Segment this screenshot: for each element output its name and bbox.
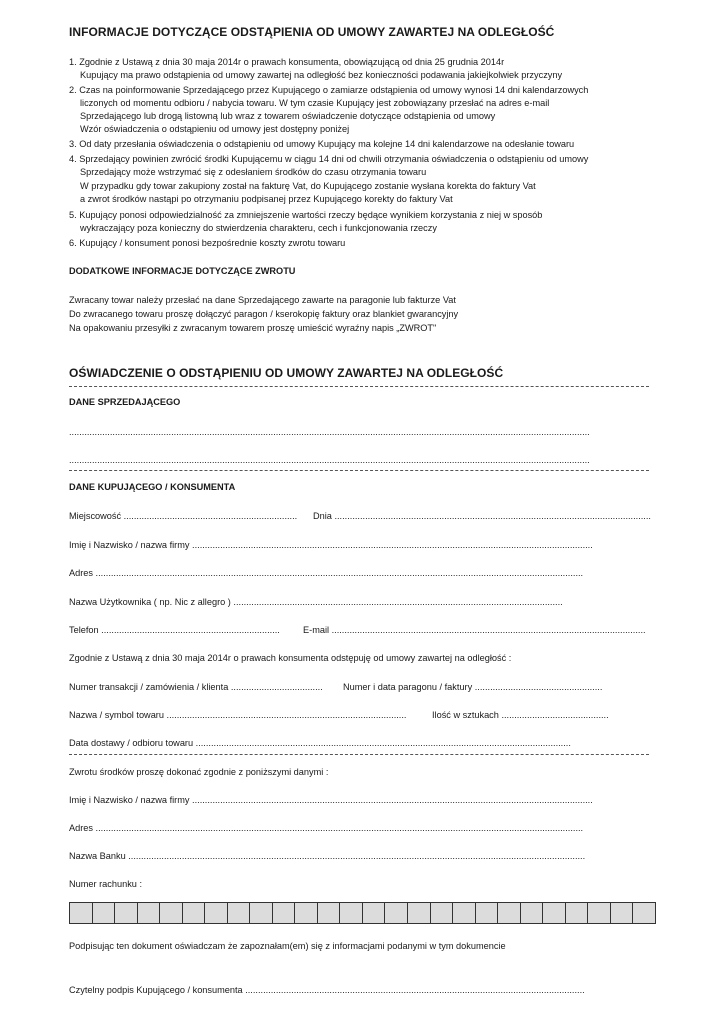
date-field[interactable]: Dnia ............................................................................................................................ xyxy=(313,511,651,521)
additional-info-title: DODATKOWE INFORMACJE DOTYCZĄCE ZWROTU xyxy=(69,266,296,276)
account-digit-cell[interactable] xyxy=(115,903,138,923)
additional-info-line: Zwracany towar należy przesłać na dane Sprzedającego zawarte na paragonie lub fakturze Vat xyxy=(69,295,456,305)
divider xyxy=(69,386,649,387)
info-line: 4. Sprzedający powinien zwrócić środki Kupującemu w ciągu 14 dni od chwili otrzymania oświadczenia o odstąpieniu od umowy xyxy=(69,154,589,164)
signature-field[interactable]: Czytelny podpis Kupującego / konsumenta ..................................................................................................................................... xyxy=(69,985,585,995)
account-digit-cell[interactable] xyxy=(431,903,454,923)
account-digit-cell[interactable] xyxy=(273,903,296,923)
refund-name-field[interactable]: Imię i Nazwisko / nazwa firmy ............................................................................................................................................................. xyxy=(69,795,593,805)
transaction-number-field[interactable]: Numer transakcji / zamówienia / klienta .................................... xyxy=(69,682,323,692)
additional-info-line: Do zwracanego towaru proszę dołączyć paragon / kserokopię faktury oraz blankiet gwarancyjny xyxy=(69,309,459,319)
account-number-grid[interactable] xyxy=(69,902,656,924)
seller-section-title: DANE SPRZEDAJĄCEGO xyxy=(69,397,181,407)
seller-line[interactable]: ............................................................................................................................................................................................................ xyxy=(69,455,590,465)
info-line: Sprzedający może wstrzymać się z odesłaniem środków do czasu otrzymania towaru xyxy=(80,167,427,177)
bank-name-field[interactable]: Nazwa Banku ................................................................................................................................................................................... xyxy=(69,851,586,861)
account-digit-cell[interactable] xyxy=(588,903,611,923)
name-field[interactable]: Imię i Nazwisko / nazwa firmy ............................................................................................................................................................. xyxy=(69,540,593,550)
account-digit-cell[interactable] xyxy=(385,903,408,923)
account-digit-cell[interactable] xyxy=(183,903,206,923)
account-digit-cell[interactable] xyxy=(318,903,341,923)
info-line: 5. Kupujący ponosi odpowiedzialność za zmniejszenie wartości rzeczy będące wynikiem korzystania z niej w sposób xyxy=(69,210,543,220)
account-digit-cell[interactable] xyxy=(250,903,273,923)
info-line: W przypadku gdy towar zakupiony został na fakturę Vat, do Kupującego zostanie wysłana korekta do faktury Vat xyxy=(80,181,536,191)
account-digit-cell[interactable] xyxy=(363,903,386,923)
document-title: INFORMACJE DOTYCZĄCE ODSTĄPIENIA OD UMOWY ZAWARTEJ NA ODLEGŁOŚĆ xyxy=(69,25,555,39)
account-digit-cell[interactable] xyxy=(160,903,183,923)
quantity-field[interactable]: Ilość w sztukach .......................................... xyxy=(432,710,609,720)
additional-info-line: Na opakowaniu przesyłki z zwracanym towarem proszę umieścić wyraźny napis „ZWROT" xyxy=(69,323,437,333)
account-digit-cell[interactable] xyxy=(566,903,589,923)
email-field[interactable]: E-mail ........................................................................................................................... xyxy=(303,625,646,635)
account-digit-cell[interactable] xyxy=(138,903,161,923)
info-line: 2. Czas na poinformowanie Sprzedającego przez Kupującego o zamiarze odstąpienia od umowy wynosi 14 dni kalendarzowych xyxy=(69,85,589,95)
declaration-text: Podpisując ten dokument oświadczam że zapoznałam(em) się z informacjami podanymi w tym dokumencie xyxy=(69,941,506,951)
info-line: Kupujący ma prawo odstąpienia od umowy zawartej na odległość bez konieczności podawania jakiejkolwiek przyczyny xyxy=(80,70,563,80)
receipt-field[interactable]: Numer i data paragonu / faktury .................................................. xyxy=(343,682,603,692)
account-digit-cell[interactable] xyxy=(93,903,116,923)
product-field[interactable]: Nazwa / symbol towaru .............................................................................................. xyxy=(69,710,407,720)
account-digit-cell[interactable] xyxy=(70,903,93,923)
account-number-label: Numer rachunku : xyxy=(69,879,143,889)
buyer-section-title: DANE KUPUJĄCEGO / KONSUMENTA xyxy=(69,482,236,492)
account-digit-cell[interactable] xyxy=(611,903,634,923)
account-digit-cell[interactable] xyxy=(521,903,544,923)
refund-intro: Zwrotu środków proszę dokonać zgodnie z poniższymi danymi : xyxy=(69,767,329,777)
info-line: wykraczający poza konieczny do stwierdzenia charakteru, cech i funkcjonowania rzeczy xyxy=(80,223,437,233)
statement-title: OŚWIADCZENIE O ODSTĄPIENIU OD UMOWY ZAWARTEJ NA ODLEGŁOŚĆ xyxy=(69,366,504,380)
info-line: a zwrot środków nastąpi po otrzymaniu podpisanej przez Kupującego korekty do faktury Vat xyxy=(80,194,453,204)
info-line: 6. Kupujący / konsument ponosi bezpośrednie koszty zwrotu towaru xyxy=(69,238,346,248)
info-line: 3. Od daty przesłania oświadczenia o odstąpieniu od umowy Kupujący ma kolejne 14 dni kalendarzowe na odesłanie towaru xyxy=(69,139,575,149)
account-digit-cell[interactable] xyxy=(295,903,318,923)
info-line: Wzór oświadczenia o odstąpieniu od umowy jest dostępny poniżej xyxy=(80,124,350,134)
statement-text: Zgodnie z Ustawą z dnia 30 maja 2014r o prawach konsumenta odstępuję od umowy zawartej na odległość : xyxy=(69,653,512,663)
refund-address-field[interactable]: Adres ............................................................................................................................................................................................... xyxy=(69,823,584,833)
account-digit-cell[interactable] xyxy=(228,903,251,923)
delivery-date-field[interactable]: Data dostawy / odbioru towaru ................................................................................................................................................... xyxy=(69,738,571,748)
username-field[interactable]: Nazwa Użytkownika ( np. Nic z allegro ) ................................................................................................................................. xyxy=(69,597,563,607)
city-field[interactable]: Miejscowość .................................................................... xyxy=(69,511,298,521)
divider xyxy=(69,470,649,471)
info-line: 1. Zgodnie z Ustawą z dnia 30 maja 2014r o prawach konsumenta, obowiązującą od dnia 25 grudnia 2014r xyxy=(69,57,505,67)
account-digit-cell[interactable] xyxy=(498,903,521,923)
info-line: liczonych od momentu odbioru / nabycia towaru. W tym czasie Kupujący jest zobowiązany przesłać na adres e-mail xyxy=(80,98,550,108)
account-digit-cell[interactable] xyxy=(205,903,228,923)
divider xyxy=(69,754,649,755)
seller-line[interactable]: ............................................................................................................................................................................................................ xyxy=(69,427,590,437)
account-digit-cell[interactable] xyxy=(408,903,431,923)
address-field[interactable]: Adres ............................................................................................................................................................................................... xyxy=(69,568,584,578)
info-line: Sprzedającego lub drogą listowną lub wraz z towarem oświadczenie dotyczące odstąpienia od umowy xyxy=(80,111,496,121)
account-digit-cell[interactable] xyxy=(543,903,566,923)
account-digit-cell[interactable] xyxy=(453,903,476,923)
phone-field[interactable]: Telefon ...................................................................... xyxy=(69,625,280,635)
account-digit-cell[interactable] xyxy=(633,903,655,923)
account-digit-cell[interactable] xyxy=(476,903,499,923)
account-digit-cell[interactable] xyxy=(340,903,363,923)
